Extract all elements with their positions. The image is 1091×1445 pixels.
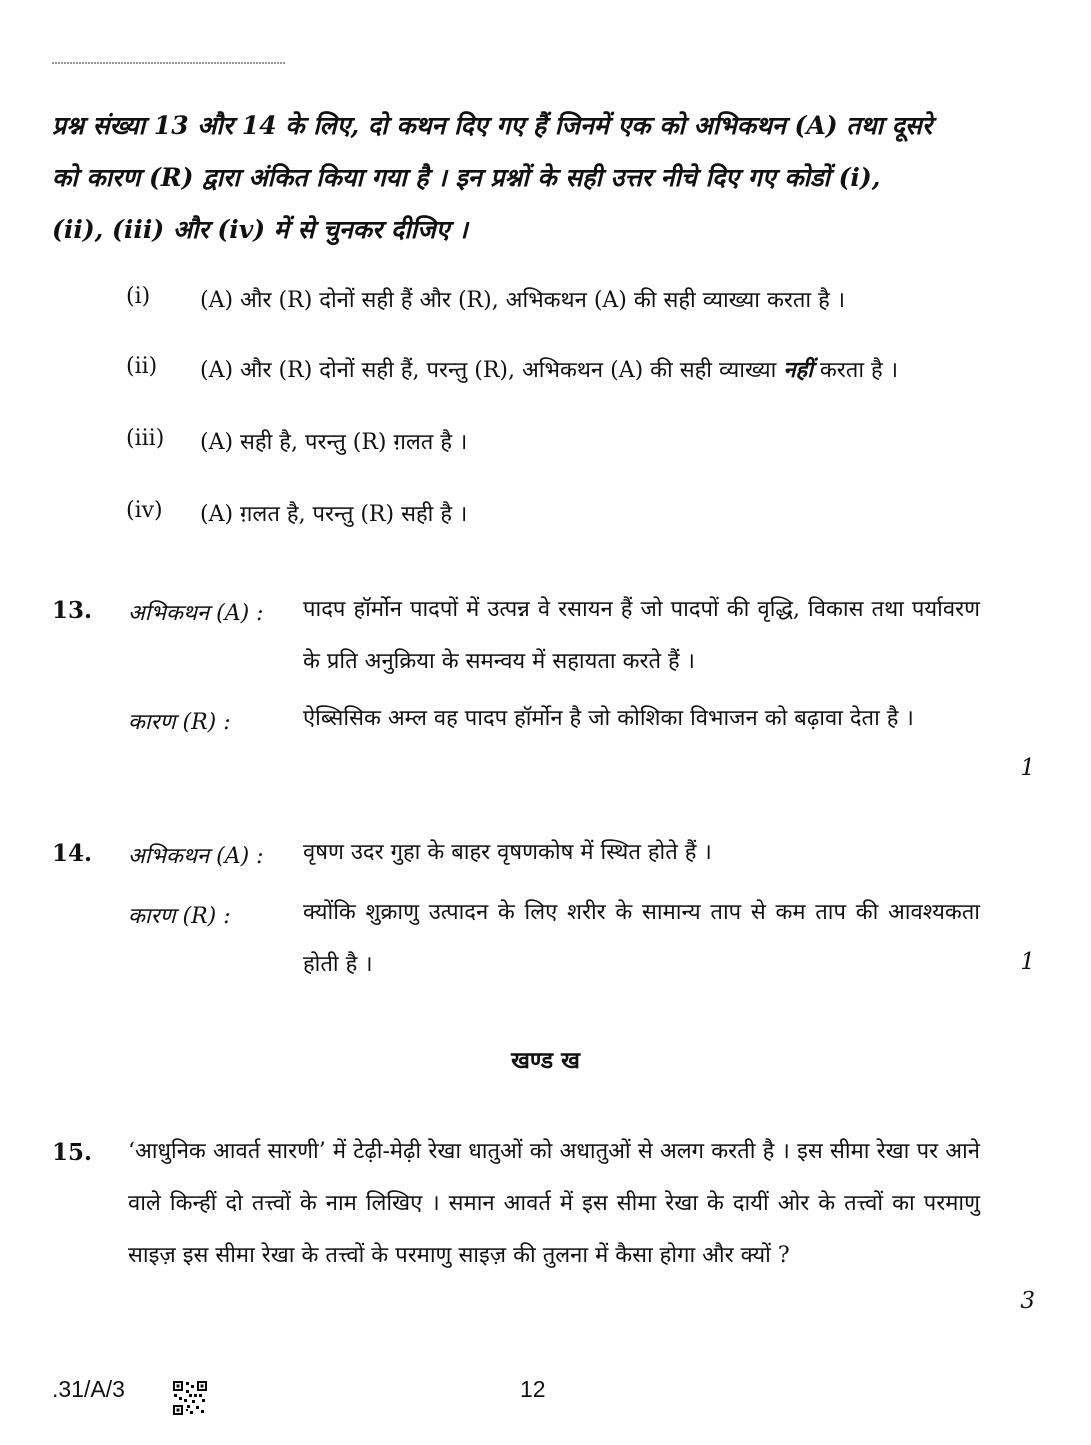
question-13-assertion: पादप हॉर्मोन पादपों में उत्पन्न वे रसायन हैं जो पादपों की वृद्धि, विकास तथा पर्यावरण के प्रति अनुक्रिया के समन्वय में सहायता करते हैं ।: [303, 597, 980, 674]
question-15-number: 15.: [52, 1139, 93, 1166]
section-title: खण्ड ख: [511, 1047, 580, 1074]
question-14-reason-label: कारण (R) :: [128, 904, 231, 929]
question-14-number: 14.: [52, 840, 93, 867]
question-13-marks: 1: [1020, 755, 1035, 781]
question-13-reason: ऐब्सिसिक अम्ल वह पादप हॉर्मोन है जो कोशिका विभाजन को बढ़ावा देता है ।: [303, 706, 914, 731]
question-15-text: ‘आधुनिक आवर्त सारणी’ में टेढ़ी-मेढ़ी रेखा धातुओं को अधातुओं से अलग करती है । इस सीमा रेखा पर आने वाले किन्हीं दो तत्त्वों के नाम लिखिए । समान आवर्त में इस सीमा रेखा के दायीं ओर के तत्त्वों का परमाणु साइज़ इस सीमा रेखा के तत्त्वों के परमाणु साइज़ की तुलना में कैसा होगा और क्यों ?: [128, 1139, 980, 1268]
code-iv-num: (iv): [126, 498, 163, 523]
code-ii-text-b: करता है ।: [819, 358, 899, 383]
code-iii-text: (A) सही है, परन्तु (R) ग़लत है ।: [200, 430, 468, 455]
question-13-assertion-label: अभिकथन (A) :: [128, 601, 264, 626]
code-i-text: (A) और (R) दोनों सही हैं और (R), अभिकथन (A) की सही व्याख्या करता है ।: [200, 288, 846, 313]
scan-marker-line: [52, 62, 286, 64]
code-ii-text: [200, 354, 1030, 384]
code-iv-text: (A) ग़लत है, परन्तु (R) सही है ।: [200, 502, 468, 527]
instructions-line-3: (ii), (iii) और (iv) में से चुनकर दीजिए ।: [52, 215, 468, 244]
paper-code: .31/A/3: [52, 1376, 125, 1402]
code-ii-emphasis: नहीं: [783, 357, 813, 383]
page-number: 12: [520, 1376, 546, 1402]
code-i-num: (i): [126, 284, 151, 309]
code-ii-text-a: (A) और (R) दोनों सही हैं, परन्तु (R), अभिकथन (A) की सही व्याख्या: [200, 358, 777, 383]
question-14-assertion-label: अभिकथन (A) :: [128, 844, 264, 869]
question-13-number: 13.: [52, 597, 93, 624]
question-14-reason: क्योंकि शुक्राणु उत्पादन के लिए शरीर के सामान्य ताप से कम ताप की आवश्यकता होती है ।: [303, 900, 980, 977]
question-14-assertion: वृषण उदर गुहा के बाहर वृषणकोष में स्थित होते हैं ।: [303, 840, 712, 865]
question-15-marks: 3: [1020, 1288, 1035, 1314]
qr-code-icon: [172, 1380, 208, 1416]
instructions-line-2: को कारण (R) द्वारा अंकित किया गया है । इन प्रश्नों के सही उत्तर नीचे दिए गए कोडों (i),: [52, 163, 881, 192]
question-14-marks: 1: [1020, 949, 1035, 975]
instructions: [52, 100, 1042, 256]
instructions-line-1: प्रश्न संख्या 13 और 14 के लिए, दो कथन दिए गए हैं जिनमें एक को अभिकथन (A) तथा दूसरे: [52, 111, 933, 140]
code-ii-num: (ii): [126, 354, 158, 379]
question-13-reason-label: कारण (R) :: [128, 710, 231, 735]
code-iii-num: (iii): [126, 426, 165, 451]
